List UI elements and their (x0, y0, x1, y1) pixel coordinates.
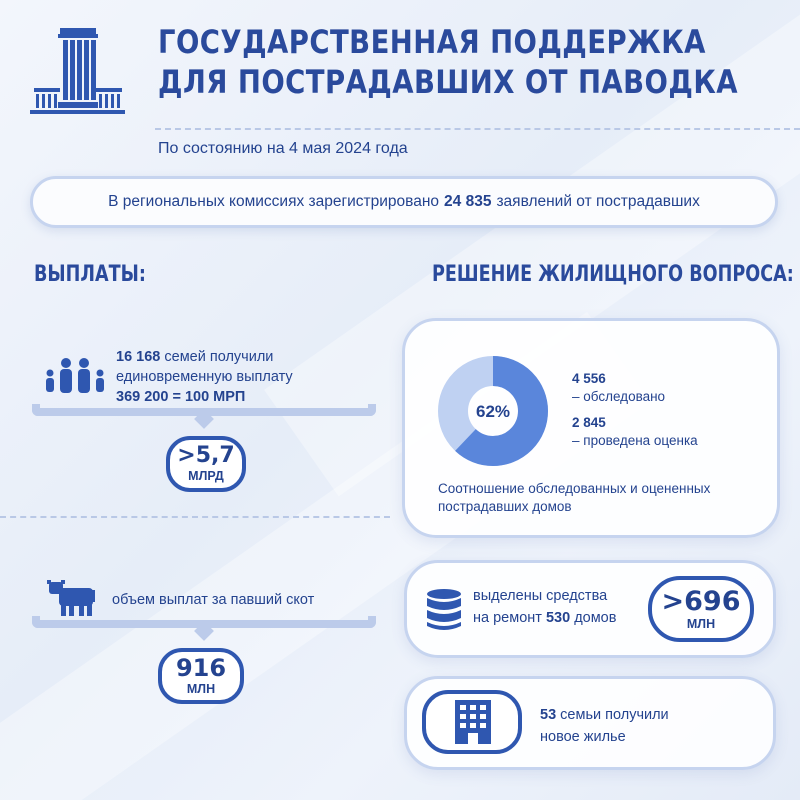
family-icon (40, 357, 110, 395)
assessed-stat (572, 414, 698, 450)
livestock-total-badge (158, 648, 244, 704)
repair-line: на ремонт (473, 610, 542, 626)
livestock-total-unit: МЛН (186, 682, 216, 696)
banner-prefix: В региональных комиссиях зарегистрировано (108, 193, 440, 210)
repair-total-unit: МЛН (686, 616, 716, 631)
payments-heading: ВЫПЛАТЫ: (34, 262, 146, 287)
page-title (158, 22, 738, 102)
applications-banner (30, 176, 778, 228)
donut-label: 62% (475, 402, 511, 421)
repair-line: выделены средства (473, 588, 608, 604)
cow-icon (47, 578, 97, 618)
divider (155, 128, 800, 130)
families-amount: 369 200 = 100 МРП (116, 389, 246, 405)
housing-heading: РЕШЕНИЕ ЖИЛИЩНОГО ВОПРОСА: (432, 262, 794, 287)
new-home-line: новое жилье (540, 729, 626, 745)
repair-total: >696 (661, 585, 741, 617)
ratio-caption: Соотношение обследованных и оцененных пострадавших домов (438, 481, 711, 514)
families-total-unit: МЛРД (188, 469, 224, 483)
surveyed-value: 4 556 (572, 371, 606, 386)
livestock-text: объем выплат за павший скот (112, 592, 315, 608)
donut-chart (438, 356, 548, 466)
families-total: >5,7 (177, 443, 235, 468)
database-icon (426, 588, 462, 632)
new-home-line: семьи получили (560, 707, 669, 723)
surveyed-stat (572, 370, 665, 406)
assessed-value: 2 845 (572, 415, 606, 430)
title-line: ГОСУДАРСТВЕННАЯ ПОДДЕРЖКА (158, 23, 706, 61)
families-text: единовременную выплату (116, 369, 293, 385)
government-building-icon (30, 18, 125, 118)
surveyed-label: – обследовано (572, 389, 666, 404)
title-line: ДЛЯ ПОСТРАДАВШИХ ОТ ПАВОДКА (158, 63, 738, 101)
repair-line: домов (574, 610, 617, 626)
families-info (116, 347, 293, 407)
report-date: По состоянию на 4 мая 2024 года (158, 140, 408, 157)
families-total-badge (166, 436, 246, 492)
apartment-building-icon (454, 700, 492, 744)
repair-total-badge (648, 576, 754, 642)
repair-value: 530 (545, 610, 571, 626)
divider (0, 516, 390, 518)
banner-value: 24 835 (444, 193, 492, 210)
repair-info (473, 585, 616, 629)
new-home-value: 53 (540, 707, 557, 723)
assessed-label: – проведена оценка (572, 433, 698, 448)
new-housing-info (540, 704, 669, 748)
livestock-total: 916 (175, 654, 227, 682)
families-value: 16 168 (116, 349, 161, 365)
banner-suffix: заявлений от пострадавших (496, 193, 700, 210)
families-text: семей получили (164, 349, 274, 365)
